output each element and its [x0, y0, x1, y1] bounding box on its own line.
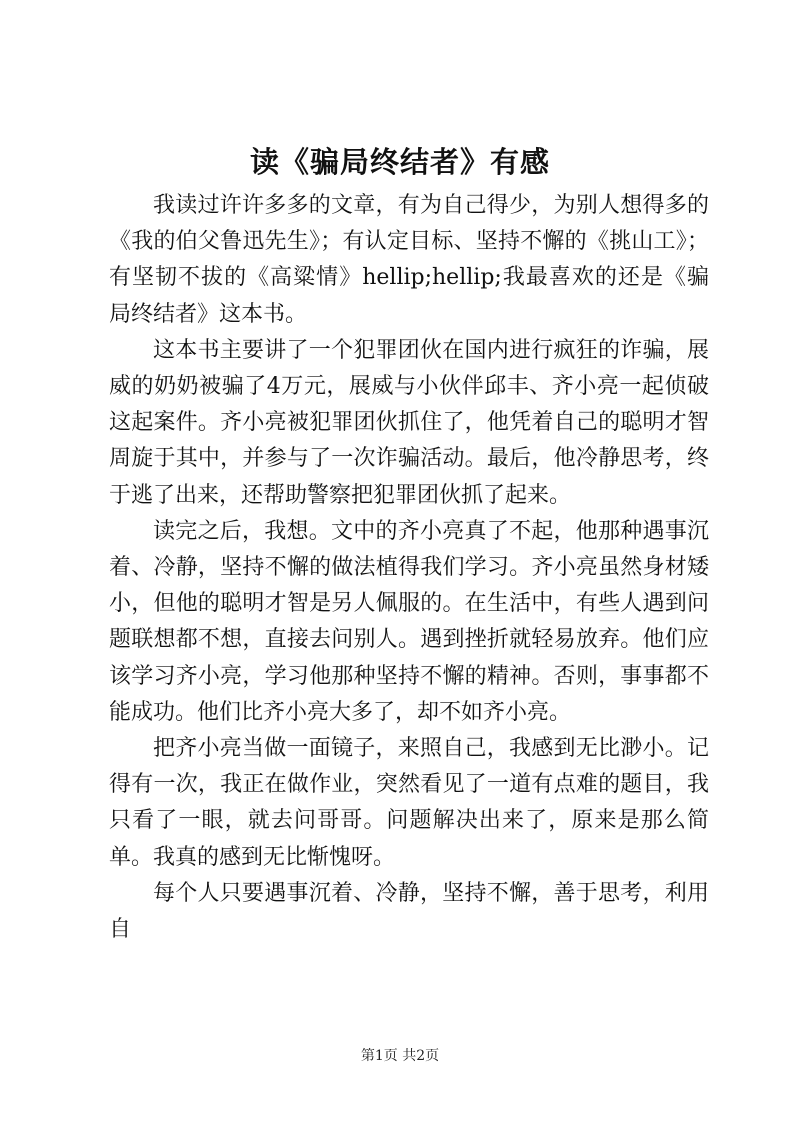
paragraph-2: 这本书主要讲了一个犯罪团伙在国内进行疯狂的诈骗，展威的奶奶被骗了4万元，展威与小伙伴邱丰、齐小亮一起侦破这起案件。齐小亮被犯罪团伙抓住了，他凭着自己的聪明才智周旋于其中，并参与了一次诈骗活动。最后，他冷静思考，终于逃了出来，还帮助警察把犯罪团伙抓了起来。	[109, 337, 709, 508]
paragraph-5: 每个人只要遇事沉着、冷静，坚持不懈，善于思考，利用自	[109, 880, 709, 943]
document-title: 读《骗局终结者》有感	[249, 145, 550, 179]
page-footer: 第1页 共2页	[360, 1048, 440, 1064]
paragraph-1: 我读过许许多多的文章，有为自己得少，为别人想得多的《我的伯父鲁迅先生》；有认定目标、坚持不懈的《挑山工》；有坚韧不拔的《高粱情》hellip;hellip;我最喜欢的还是《骗局终结者》这本书。	[109, 193, 709, 327]
document-body	[109, 188, 709, 948]
paragraph-3: 读完之后，我想。文中的齐小亮真了不起，他那种遇事沉着、冷静，坚持不懈的做法植得我们学习。齐小亮虽然身材矮小，但他的聪明才智是另人佩服的。在生活中，有些人遇到问题联想都不想，直接去问别人。遇到挫折就轻易放弃。他们应该学习齐小亮，学习他那种坚持不懈的精神。否则，事事都不能成功。他们比齐小亮大多了，却不如齐小亮。	[109, 518, 709, 725]
paragraph-4: 把齐小亮当做一面镜子，来照自己，我感到无比渺小。记得有一次，我正在做作业，突然看见了一道有点难的题目，我只看了一眼，就去问哥哥。问题解决出来了，原来是那么简单。我真的感到无比惭愧呀。	[109, 736, 709, 870]
